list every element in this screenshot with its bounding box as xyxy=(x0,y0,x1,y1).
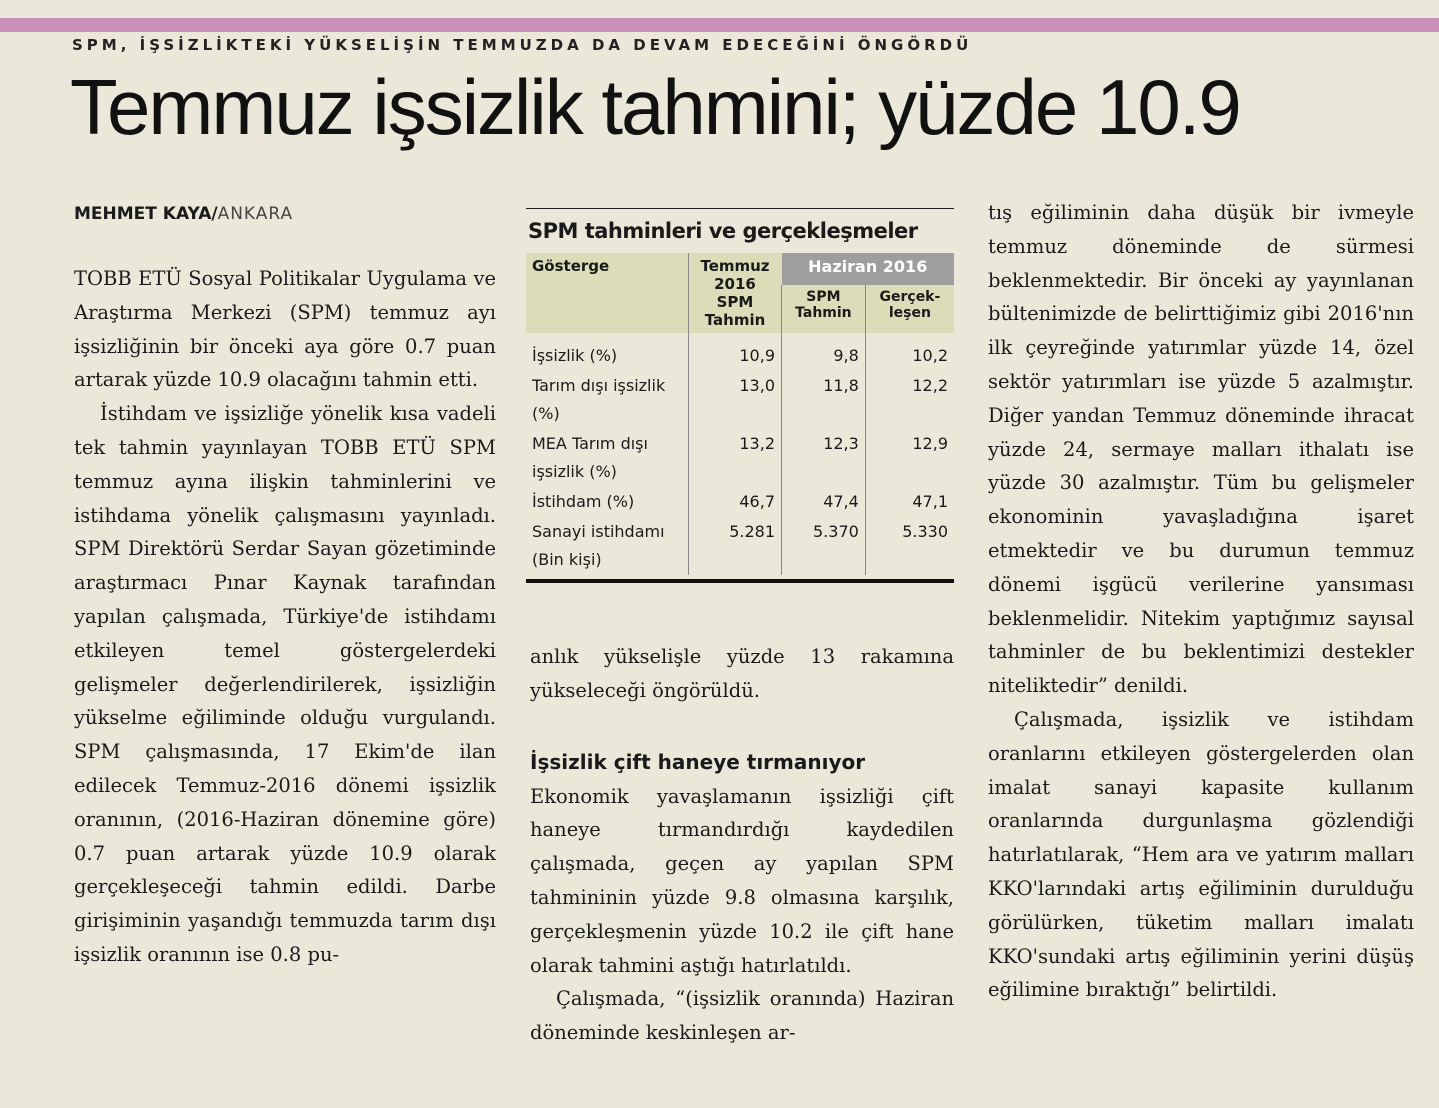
table-title: SPM tahminleri ve gerçekleşmeler xyxy=(528,219,918,243)
table-row xyxy=(526,371,954,429)
header-july-forecast: Temmuz 2016 SPM Tahmin xyxy=(689,253,782,333)
cell-june-forecast: 12,3 xyxy=(782,429,866,487)
row-label: İşsizlik (%) xyxy=(532,346,618,365)
byline-separator: / xyxy=(211,204,218,224)
cell-july-forecast: 46,7 xyxy=(689,487,782,517)
cell-june-actual: 5.330 xyxy=(865,517,954,575)
cell-june-actual: 12,2 xyxy=(865,371,954,429)
header-indicator: Gösterge xyxy=(526,253,689,333)
col1-paragraph-2: İstihdam ve işsizliğe yönelik kısa vadeli tek tahmin yayınlayan TOBB ETÜ SPM temmuz ayına ilişkin tahminlerini ve istihdama yönelik çalışmasını yayınladı. SPM Direktörü Serdar Sayan gözetiminde araştırmacı Pınar Kaynak tarafından yapılan çalışmada, Türkiye'de istihdamı etkileyen temel göstergelerdeki gelişmeler değerlendirilerek, işsizliğin yükselme eğiliminde olduğu vurgulandı. SPM çalışmasında, 17 Ekim'de ilan edilecek Temmuz-2016 dönemi işsizlik oranının, (2016-Haziran dönemine göre) 0.7 puan artarak yüzde 10.9 olarak gerçekleşeceği tahmin edildi. Darbe girişiminin yaşandığı temmuzda tarım dışı işsizlik oranının ise 0.8 pu- xyxy=(74,402,496,966)
cell-june-actual: 10,2 xyxy=(865,341,954,371)
cell-july-forecast: 10,9 xyxy=(689,341,782,371)
cell-june-forecast: 11,8 xyxy=(782,371,866,429)
row-label: Tarım dışı işsizlik (%) xyxy=(532,376,666,423)
header-june-actual: Gerçek-leşen xyxy=(865,285,954,333)
location: ANKARA xyxy=(217,204,294,224)
subheading: İşsizlik çift haneye tırmanıyor xyxy=(530,749,866,774)
table-bottom-rule xyxy=(526,579,954,583)
column-1 xyxy=(74,262,496,1082)
col2-paragraph-1: anlık yükselişle yüzde 13 rakamına yükseleceği öngörüldü. xyxy=(530,645,954,702)
column-2 xyxy=(530,640,954,1080)
col3-paragraph-1: tış eğiliminin daha düşük bir ivmeyle temmuz döneminde de sürmesi beklenmektedir. Bir önceki ay yayınlanan bültenimizde de belirttiğimiz gibi 2016'nın ilk çeyreğinde yatırımlar yüzde 14, özel sektör yatırımları ise yüzde 5 azalmıştır. Diğer yandan Temmuz döneminde ihracat yüzde 24, sermaye malları ithalatı ise yüzde 30 azalmıştır. Tüm bu gelişmeler ekonominin yavaşladığına işaret etmektedir ve bu durumun temmuz dönemi işgücü verilerine yansıması beklenmelidir. Nitekim yaptığımız sayısal tahminler de bu beklentimizi destekler niteliktedir” denildi. xyxy=(988,201,1414,698)
cell-july-forecast: 13,2 xyxy=(689,429,782,487)
column-3 xyxy=(988,196,1414,1086)
data-table-box xyxy=(526,208,954,583)
forecast-table xyxy=(526,253,954,575)
col1-paragraph-1: TOBB ETÜ Sosyal Politikalar Uygulama ve Araştırma Merkezi (SPM) temmuz ayı işsizliğinin bir önceki aya göre 0.7 puan artarak yüzde 10.9 olacağını tahmin etti. xyxy=(74,267,496,392)
header-june-forecast: SPM Tahmin xyxy=(782,285,866,333)
table-row xyxy=(526,341,954,371)
header-june-group: Haziran 2016 xyxy=(782,253,955,285)
row-label: MEA Tarım dışı işsizlik (%) xyxy=(532,434,648,481)
cell-june-forecast: 47,4 xyxy=(782,487,866,517)
cell-june-actual: 47,1 xyxy=(865,487,954,517)
col2-paragraph-2: Ekonomik yavaşlamanın işsizliği çift haneye tırmandırdığı kaydedilen çalışmada, geçen ay yapılan SPM tahmininin yüzde 9.8 olmasına karşılık, gerçekleşmenin yüzde 10.2 ile çift hane olarak tahmini aştığı hatırlatıldı. xyxy=(530,784,954,977)
byline xyxy=(74,204,293,224)
table-top-rule xyxy=(526,208,954,209)
table-row xyxy=(526,517,954,575)
row-label: Sanayi istihdamı (Bin kişi) xyxy=(532,522,665,569)
author-name: MEHMET KAYA xyxy=(74,204,212,224)
row-label: İstihdam (%) xyxy=(532,492,635,511)
kicker: SPM, İŞSİZLİKTEKİ YÜKSELİŞİN TEMMUZDA DA DEVAM EDECEĞİNİ ÖNGÖRDÜ xyxy=(72,36,973,54)
cell-june-forecast: 9,8 xyxy=(782,341,866,371)
col2-paragraph-3: Çalışmada, “(işsizlik oranında) Haziran döneminde keskinleşen ar- xyxy=(530,987,954,1045)
cell-june-forecast: 5.370 xyxy=(782,517,866,575)
table-row xyxy=(526,487,954,517)
col3-paragraph-2: Çalışmada, işsizlik ve istihdam oranlarını etkileyen göstergelerden olan imalat sanayi kapasite kullanım oranlarında durgunlaşma gözlendiği hatırlatılarak, “Hem ara ve yatırım malları KKO'larındaki artış eğiliminin durulduğu görülürken, tüketim malları imalatı KKO'sundaki artış eğiliminin yerini düşüş eğilimine bıraktığı” belirtildi. xyxy=(988,707,1414,1002)
table-row xyxy=(526,429,954,487)
headline: Temmuz işsizlik tahmini; yüzde 10.9 xyxy=(70,63,1240,151)
cell-july-forecast: 5.281 xyxy=(689,517,782,575)
cell-june-actual: 12,9 xyxy=(865,429,954,487)
top-color-bar xyxy=(0,18,1439,32)
cell-july-forecast: 13,0 xyxy=(689,371,782,429)
